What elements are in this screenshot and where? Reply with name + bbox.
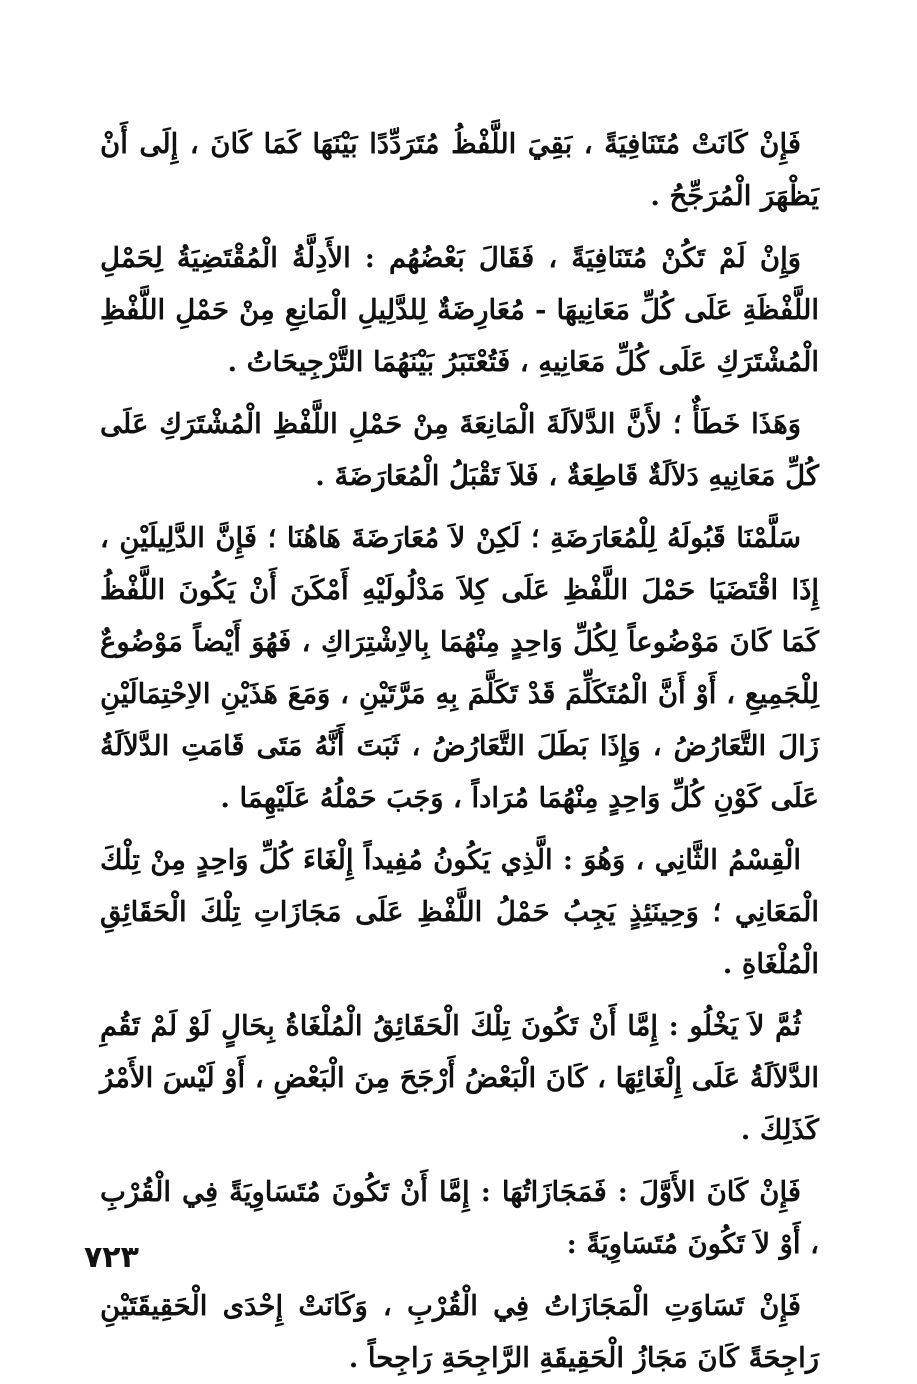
paragraph: فَإِنْ كَانَتْ مُتَنَافِيَةً ، بَقِيَ اللَّفْظُ مُتَرَدِّدًا بَيْنَهَا كَمَا كَانَ ، إِلَى أَنْ يَظْهَرَ الْمُرَجِّحُ . [100,128,819,212]
page-number: ٧٢٣ [84,1240,139,1275]
paragraph: الْقِسْمُ الثَّانِي ، وَهُوَ : الَّذِي يَكُونُ مُفِيداً إِلْغَاءَ كُلِّ وَاحِدٍ مِنْ تِلْكَ الْمَعَانِي ؛ وَحِينَئِذٍ يَجِبُ حَمْلُ اللَّفْظِ عَلَى مَجَازَاتِ تِلْكَ الْحَقَائِقِ الْمُلْغَاةِ . [100,844,819,980]
paragraph: فَإِنْ تَسَاوَتِ الْمَجَازَاتُ فِي الْقُرْبِ ، وَكَانَتْ إِحْدَى الْحَقِيقَتَيْنِ رَاجِحَةً كَانَ مَجَازُ الْحَقِيقَةِ الرَّاجِحَةِ رَاجِحاً . [100,1290,819,1374]
paragraph: فَإِنْ كَانَ الأَوَّلَ : فَمَجَازَاتُهَا : إِمَّا أَنْ تَكُونَ مُتَسَاوِيَةً فِي الْقُرْبِ ، أَوْ لاَ تَكُونَ مُتَسَاوِيَةً : [100,1176,819,1260]
paragraph: وَهَذَا خَطَأٌ ؛ لأَنَّ الدَّلاَلَةَ الْمَانِعَةَ مِنْ حَمْلِ اللَّفْظِ الْمُشْتَرَكِ عَلَى كُلِّ مَعَانِيهِ دَلاَلَةٌ قَاطِعَةٌ ، فَلاَ تَقْبَلُ الْمُعَارَضَةَ . [100,408,819,492]
paragraph: ثُمَّ لاَ يَخْلُو : إِمَّا أَنْ تَكُونَ تِلْكَ الْحَقَائِقُ الْمُلْغَاةُ بِحَالٍ لَوْ لَمْ تَقُمِ الدَّلاَلَةُ عَلَى إِلْغَائِهَا ، كَانَ الْبَعْضُ أَرْجَحَ مِنَ الْبَعْضِ ، أَوْ لَيْسَ الأَمْرُ كَذَلِكَ . [100,1010,819,1146]
paragraph: سَلَّمْنَا قَبُولَهُ لِلْمُعَارَضَةِ ؛ لَكِنْ لاَ مُعَارَضَةَ هَاهُنَا ؛ فَإِنَّ الدَّلِيلَيْنِ ، إِذَا اقْتَضَيَا حَمْلَ اللَّفْظِ عَلَى كِلاَ مَدْلُولَيْهِ أَمْكَنَ أَنْ يَكُونَ اللَّفْظُ كَمَا كَانَ مَوْضُوعاً لِكُلِّ وَاحِدٍ مِنْهُمَا بِالاِشْتِرَاكِ ، فَهُوَ أَيْضاً مَوْضُوعٌ لِلْجَمِيعِ ، أَوْ أَنَّ الْمُتَكَلِّمَ قَدْ تَكَلَّمَ بِهِ مَرَّتَيْنِ ، وَمَعَ هَذَيْنِ الاِحْتِمَالَيْنِ زَالَ التَّعَارُضُ ، وَإِذَا بَطَلَ التَّعَارُضُ ، ثَبَتَ أَنَّهُ مَتَى قَامَتِ الدَّلاَلَةُ عَلَى كَوْنِ كُلِّ وَاحِدٍ مِنْهُمَا مُرَاداً ، وَجَبَ حَمْلُهُ عَلَيْهِمَا . [100,522,819,814]
paragraph: وَإِنْ لَمْ تَكُنْ مُتَنَافِيَةً ، فَقَالَ بَعْضُهُم : الأَدِلَّةُ الْمُقْتَضِيَةُ لِحَمْلِ اللَّفْظَةِ عَلَى كُلِّ مَعَانِيهَا - مُعَارِضَةٌ لِلدَّلِيلِ الْمَانِعِ مِنْ حَمْلِ اللَّفْظِ الْمُشْتَرَكِ عَلَى كُلِّ مَعَانِيهِ ، فَتُعْتَبَرُ بَيْنَهُمَا التَّرْجِيحَاتُ . [100,242,819,378]
page-body-text [100,118,819,1384]
